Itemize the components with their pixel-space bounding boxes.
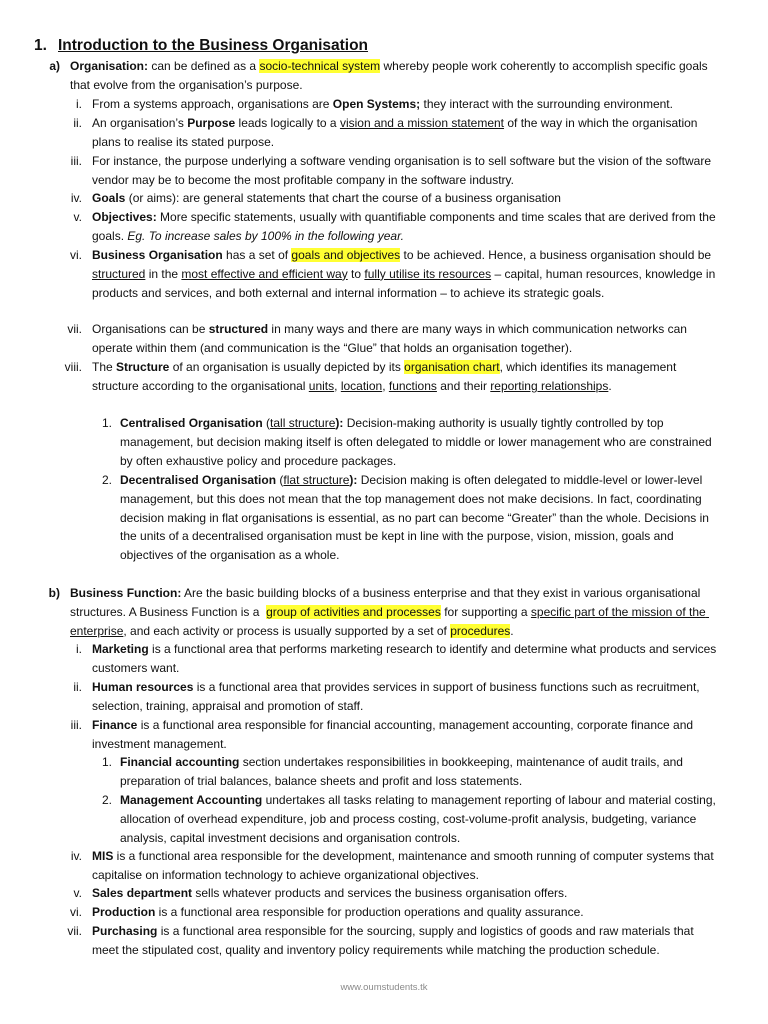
item-text: is a functional area responsible for financial accounting, management accounting, corporate finance and investment management. — [92, 718, 697, 751]
item-text: section undertakes responsibilities in bookkeeping, maintenance of audit trails, and preparation of trial balances, balance sheets and profit and loss statements. — [120, 755, 687, 788]
bold-term: Sales department — [92, 886, 193, 900]
list-marker: iv. — [70, 849, 82, 863]
list-marker: viii. — [64, 360, 82, 374]
bold-term: Organisation: — [70, 59, 149, 73]
item-text: of the way in which the organisation plans to realise its stated purpose. — [92, 116, 701, 149]
highlighted-text: group of activities and processes — [266, 604, 441, 619]
list-item — [120, 753, 724, 791]
bold-term: Structure — [116, 360, 170, 374]
bold-term: Production — [92, 905, 156, 919]
item-text: The — [92, 360, 117, 374]
list-marker: v. — [73, 886, 82, 900]
list-item — [120, 414, 724, 470]
bold-term: Centralised Organisation — [120, 416, 263, 430]
item-text: is a functional area responsible for production operations and quality assurance. — [155, 905, 584, 919]
list-marker: iii. — [70, 154, 82, 168]
list-marker: 2. — [101, 473, 112, 487]
section-number: 1. — [34, 37, 47, 54]
item-text: and their — [436, 378, 491, 393]
item-text: – capital, human resources, knowledge in products and services, and both external and internal information – to achieve its strategic goals. — [92, 266, 719, 300]
list-marker: a) — [49, 59, 60, 73]
list-marker: vi. — [70, 248, 82, 262]
list-item — [92, 640, 722, 678]
item-text: Organisations can be — [92, 322, 209, 336]
list-item — [92, 95, 722, 114]
underlined-text: flat structure — [283, 473, 350, 487]
item-text: is a functional area that provides services in support of business functions such as recruitment, selection, training, appraisal and promotion of staff. — [92, 680, 703, 713]
item-text: in many ways and there are many ways in which communication networks can operate within them (and communication is the “Glue” that holds an organisation together). — [92, 322, 691, 355]
list-marker: 1. — [101, 416, 112, 430]
item-text: ( — [276, 473, 284, 487]
list-item — [92, 678, 722, 716]
list-marker: 1. — [101, 755, 112, 769]
item-text: undertakes all tasks relating to management reporting of labour and material costing, allocation of overhead expenditure, job and process costing, cost-volume-profit analysis, budgeting, variance analysis, capital investment decisions and organisation controls. — [120, 793, 720, 845]
item-text: of an organisation is usually depicted by its — [169, 360, 405, 374]
underlined-text: fully utilise its resources — [364, 266, 492, 281]
item-text: for supporting a — [440, 604, 531, 619]
bold-term: Purchasing — [92, 924, 158, 938]
bold-term: ): — [349, 473, 358, 487]
item-text: is a functional area responsible for the sourcing, supply and logistics of goods and raw materials that meet the stipulated cost, quality and inventory policy requirements while matching the production schedule. — [92, 924, 697, 957]
underlined-text: units — [308, 378, 335, 393]
list-item — [92, 152, 722, 190]
item-text: For instance, the purpose underlying a software vending organisation is to sell software but the vision of the software vendor may be to become the most profitable company in the software industry. — [92, 154, 715, 187]
item-text: (or aims): are general statements that chart the course of a business organisation — [125, 191, 561, 205]
item-text: has a set of — [222, 248, 292, 262]
bold-term: Business Function: — [70, 586, 182, 600]
bold-term: Human resources — [92, 680, 194, 694]
bold-term: Decentralised Organisation — [120, 473, 277, 487]
item-text: . — [608, 378, 612, 393]
item-text: whereby people work coherently to accomplish specific goals that evolve from the organisation’s purpose. — [70, 59, 711, 92]
list-item — [92, 358, 722, 396]
item-text: to — [347, 266, 365, 281]
list-marker: iv. — [70, 191, 82, 205]
list-marker: vi. — [70, 905, 82, 919]
item-text: , — [334, 378, 341, 393]
item-text: they interact with the surrounding environment. — [420, 97, 673, 111]
list-item — [120, 791, 724, 847]
bold-term: ): — [335, 416, 344, 430]
underlined-text: specific part of the mission of the enterprise — [70, 604, 710, 638]
section-heading — [34, 36, 368, 56]
item-text: leads logically to a — [235, 116, 340, 130]
item-text: From a systems approach, organisations are — [92, 97, 333, 111]
bold-term: Purpose — [187, 116, 236, 130]
bold-term: MIS — [92, 849, 114, 863]
item-text: in the — [145, 266, 182, 281]
list-item — [70, 584, 710, 640]
list-item — [92, 189, 722, 208]
item-text: ( — [262, 416, 271, 430]
list-marker: ii. — [73, 116, 82, 130]
underlined-text: vision and a mission statement — [339, 116, 505, 130]
list-marker: ii. — [73, 680, 82, 694]
underlined-text: reporting relationships — [490, 378, 609, 393]
underlined-text: structured — [92, 266, 146, 281]
list-marker: vii. — [67, 924, 82, 938]
list-item — [92, 320, 722, 358]
item-text: , — [382, 378, 389, 393]
list-item — [92, 922, 722, 960]
item-text: sells whatever products and services the business organisation offers. — [192, 886, 568, 900]
bold-term: Business Organisation — [92, 248, 223, 262]
list-marker: v. — [73, 210, 82, 224]
underlined-text: most effective and efficient way — [181, 266, 348, 281]
item-text: An organisation’s — [92, 116, 188, 130]
list-item — [92, 208, 722, 246]
bold-term: Finance — [92, 718, 138, 732]
highlighted-text: organisation chart — [404, 360, 500, 374]
item-text: Decision making is often delegated to middle-level or lower-level management, but this does not mean that the top management does not make decisions. In fact, coordinating decision making in flat organisations is essential, as no part can become “Greater” than the whole. Decisions in the units of a decentralised organisation must be kept in line with the purpose, vision, mission, goals and objectives of the organisation as a whole. — [120, 473, 713, 563]
list-marker: i. — [76, 642, 82, 656]
list-item — [92, 903, 722, 922]
bold-term: Marketing — [92, 642, 149, 656]
list-item — [92, 114, 722, 152]
item-text: More specific statements, usually with quantifiable components and time scales that are derived from the goals. — [92, 210, 719, 243]
list-marker: vii. — [67, 322, 82, 336]
underlined-text: location — [340, 378, 383, 393]
bold-term: Financial accounting — [120, 755, 240, 769]
list-marker: 2. — [101, 793, 112, 807]
underlined-text: tall structure — [270, 416, 336, 430]
list-item — [92, 884, 722, 903]
list-item — [92, 246, 722, 302]
section-title: Introduction to the Business Organisation — [58, 37, 369, 54]
item-text: . — [510, 623, 514, 638]
list-marker: b) — [48, 586, 60, 600]
highlighted-text: socio-technical system — [259, 59, 381, 73]
item-text: Decision-making authority is usually tightly controlled by top management, but decision making itself is often delegated to middle or lower management who are constrained by often exhaustive policy and procedure packages. — [120, 416, 716, 468]
highlighted-text: goals and objectives — [291, 248, 401, 262]
list-item — [92, 716, 722, 754]
bold-term: Management Accounting — [120, 793, 263, 807]
underlined-text: functions — [388, 378, 437, 393]
highlighted-text: procedures — [450, 623, 511, 638]
item-text: is a functional area that performs marketing research to identify and determine what products and services customers want. — [92, 642, 720, 675]
bold-term: Open Systems; — [332, 97, 421, 111]
bold-term: Objectives: — [92, 210, 157, 224]
item-text: Eg. To increase sales by 100% in the following year. — [127, 228, 404, 243]
list-item — [120, 471, 724, 565]
item-text: can be defined as a — [148, 59, 260, 73]
list-item — [70, 57, 710, 95]
item-text: , which identifies its management structure according to the organisational — [92, 360, 680, 393]
item-text: Are the basic building blocks of a business enterprise and that they exist in various organisational structures. A Business Function is a — [70, 586, 704, 619]
bold-term: Goals — [92, 191, 126, 205]
list-item — [92, 847, 722, 885]
list-marker: i. — [76, 97, 82, 111]
page-footer-url: www.oumstudents.tk — [340, 982, 428, 993]
bold-term: structured — [208, 322, 269, 336]
item-text: to be achieved. Hence, a business organisation should be — [400, 248, 715, 262]
item-text: , and each activity or process is usually supported by a set of — [123, 623, 451, 638]
list-marker: iii. — [70, 718, 82, 732]
item-text: is a functional area responsible for the development, maintenance and smooth running of computer systems that capitalise on information technology to achieve organizational objectives. — [92, 849, 718, 882]
